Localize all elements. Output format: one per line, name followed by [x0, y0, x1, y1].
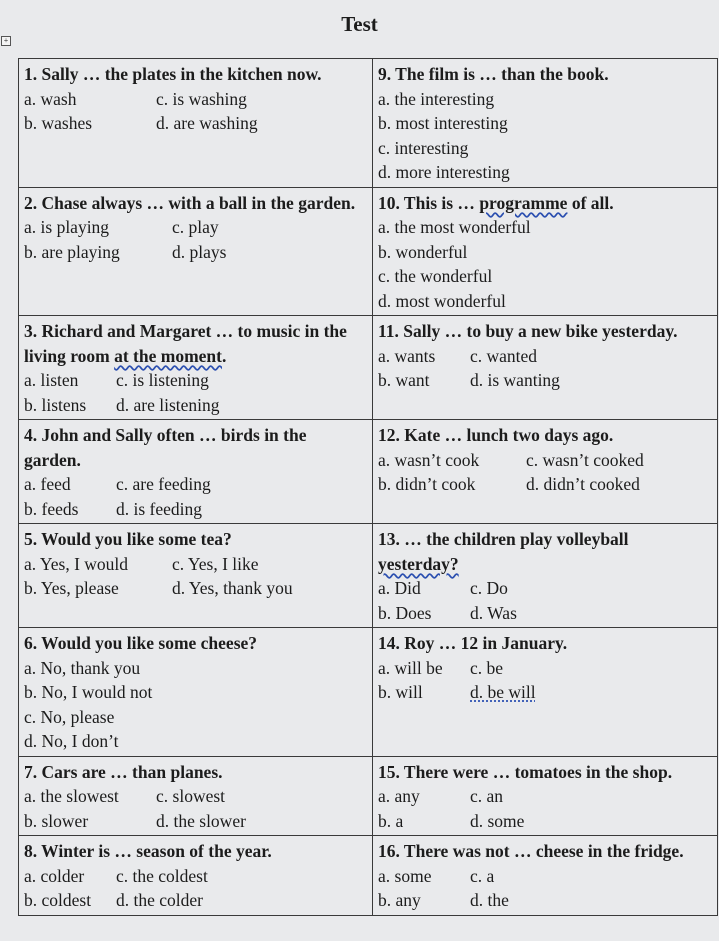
question-text: 9. The film is … than the book.: [378, 64, 609, 84]
question-cell[interactable]: [19, 420, 373, 524]
question-text: [378, 191, 711, 216]
question-cell[interactable]: [373, 628, 718, 757]
option-c: c. wanted: [470, 345, 538, 366]
option-d: d. didn’t cooked: [526, 474, 640, 494]
option-d: d. Yes, thank you: [172, 578, 293, 598]
question-cell[interactable]: [19, 316, 373, 420]
option-d: d. is feeding: [116, 498, 203, 519]
option-d: d. be will: [470, 682, 536, 702]
question-text: [378, 527, 711, 576]
question-cell[interactable]: [19, 524, 373, 628]
question-cell[interactable]: [373, 316, 718, 420]
option-a: a. Yes, I would: [24, 553, 129, 574]
spellcheck-underlined-word: programme: [479, 192, 568, 213]
option-c: c. play: [172, 217, 219, 237]
option-c: c. No, please: [24, 706, 115, 727]
option-b: b. wonderful: [378, 241, 468, 262]
question-text-part: .: [222, 345, 227, 366]
option-c: c. is washing: [156, 88, 247, 109]
question-text-part: 3. Richard and Margaret … to music in the living room: [24, 321, 347, 366]
option-a: a. wants: [378, 345, 436, 366]
option-c: c. Yes, I like: [172, 553, 259, 574]
option-b: b. any: [378, 890, 421, 910]
option-b: b. Does: [378, 602, 432, 623]
question-cell[interactable]: [373, 836, 718, 916]
table-row: [19, 420, 718, 524]
question-text: 8. Winter is … season of the year.: [24, 841, 272, 861]
option-d: d. some: [470, 810, 525, 831]
question-cell[interactable]: [19, 756, 373, 836]
option-a: a. will be: [378, 657, 443, 678]
option-c: c. are feeding: [116, 474, 211, 494]
question-cell[interactable]: [373, 420, 718, 524]
question-cell[interactable]: [373, 524, 718, 628]
question-cell[interactable]: [19, 187, 373, 316]
table-row: [19, 59, 718, 188]
table-row: [19, 524, 718, 628]
grammar-underlined-word: yesterday?: [378, 553, 459, 574]
question-text: 12. Kate … lunch two days ago.: [378, 425, 614, 445]
table-row: [19, 756, 718, 836]
table-row: [19, 316, 718, 420]
option-b: b. are playing: [24, 241, 120, 262]
option-c: c. slowest: [156, 786, 226, 806]
option-a: a. colder: [24, 865, 85, 886]
test-table: [18, 58, 718, 916]
table-row: [19, 628, 718, 757]
option-c: c. Do: [470, 578, 508, 598]
option-a: a. wash: [24, 88, 77, 109]
option-d: d. are listening: [116, 394, 220, 415]
option-a: a. Did: [378, 578, 421, 598]
question-cell[interactable]: [19, 628, 373, 757]
table-move-handle-icon[interactable]: +: [1, 36, 11, 46]
option-b: b. didn’t cook: [378, 474, 476, 494]
question-cell[interactable]: [373, 756, 718, 836]
question-text: 14. Roy … 12 in January.: [378, 633, 568, 653]
option-c: c. the wonderful: [378, 266, 493, 286]
question-text: 6. Would you like some cheese?: [24, 633, 258, 653]
option-a: a. listen: [24, 370, 79, 390]
option-a: a. feed: [24, 474, 71, 494]
option-a: a. some: [378, 865, 432, 886]
option-b: b. washes: [24, 113, 93, 133]
option-c: c. interesting: [378, 137, 469, 158]
option-d: d. the: [470, 890, 509, 910]
option-b: b. listens: [24, 394, 87, 415]
option-d: d. the colder: [116, 890, 203, 910]
question-text: 4. John and Sally often … birds in the garden.: [24, 425, 307, 470]
question-text-part: 10. This is …: [378, 192, 480, 213]
question-cell[interactable]: [373, 59, 718, 188]
option-c: c. the coldest: [116, 865, 208, 886]
option-a: a. the interesting: [378, 88, 495, 109]
question-text: 2. Chase always … with a ball in the garden.: [24, 192, 356, 213]
option-d: d. Was: [470, 602, 517, 623]
option-c: c. be: [470, 657, 504, 678]
question-text: 11. Sally … to buy a new bike yesterday.: [378, 321, 678, 341]
option-b: b. slower: [24, 810, 89, 831]
option-d: d. is wanting: [470, 370, 560, 390]
question-text: 15. There were … tomatoes in the shop.: [378, 761, 673, 782]
option-a: a. No, thank you: [24, 657, 141, 678]
option-d: d. most wonderful: [378, 290, 506, 311]
option-a: a. any: [378, 786, 420, 806]
option-a: a. the slowest: [24, 786, 119, 806]
option-b: b. No, I would not: [24, 682, 153, 702]
option-b: b. want: [378, 370, 430, 390]
option-b: b. most interesting: [378, 113, 508, 133]
question-text: 5. Would you like some tea?: [24, 529, 232, 549]
question-text: 1. Sally … the plates in the kitchen now.: [24, 64, 322, 84]
option-c: c. is listening: [116, 370, 209, 390]
option-b: b. coldest: [24, 890, 92, 910]
question-cell[interactable]: [19, 59, 373, 188]
question-text-part: of all.: [567, 192, 614, 213]
option-c: c. a: [470, 865, 495, 886]
table-row: [19, 187, 718, 316]
option-b: b. a: [378, 810, 404, 831]
option-a: a. wasn’t cook: [378, 449, 480, 470]
option-c: c. an: [470, 786, 504, 806]
page-title: Test: [341, 12, 378, 36]
question-cell[interactable]: [373, 187, 718, 316]
option-b: b. will: [378, 682, 423, 702]
option-d: d. are washing: [156, 113, 258, 133]
question-text: [24, 319, 366, 368]
option-d: d. plays: [172, 241, 227, 262]
table-row: [19, 836, 718, 916]
question-text: 16. There was not … cheese in the fridge.: [378, 841, 684, 861]
option-d: d. the slower: [156, 810, 246, 831]
question-text-part: 13. … the children play volleyball: [378, 529, 629, 549]
option-a: a. the most wonderful: [378, 217, 531, 237]
option-a: a. is playing: [24, 217, 110, 237]
question-cell[interactable]: [19, 836, 373, 916]
option-d: d. more interesting: [378, 162, 510, 182]
option-b: b. feeds: [24, 498, 79, 519]
question-text: 7. Cars are … than planes.: [24, 761, 223, 782]
grammar-underlined-phrase: at the moment: [114, 345, 222, 366]
option-b: b. Yes, please: [24, 578, 119, 598]
option-d: d. No, I don’t: [24, 731, 119, 751]
option-c: c. wasn’t cooked: [526, 449, 644, 470]
